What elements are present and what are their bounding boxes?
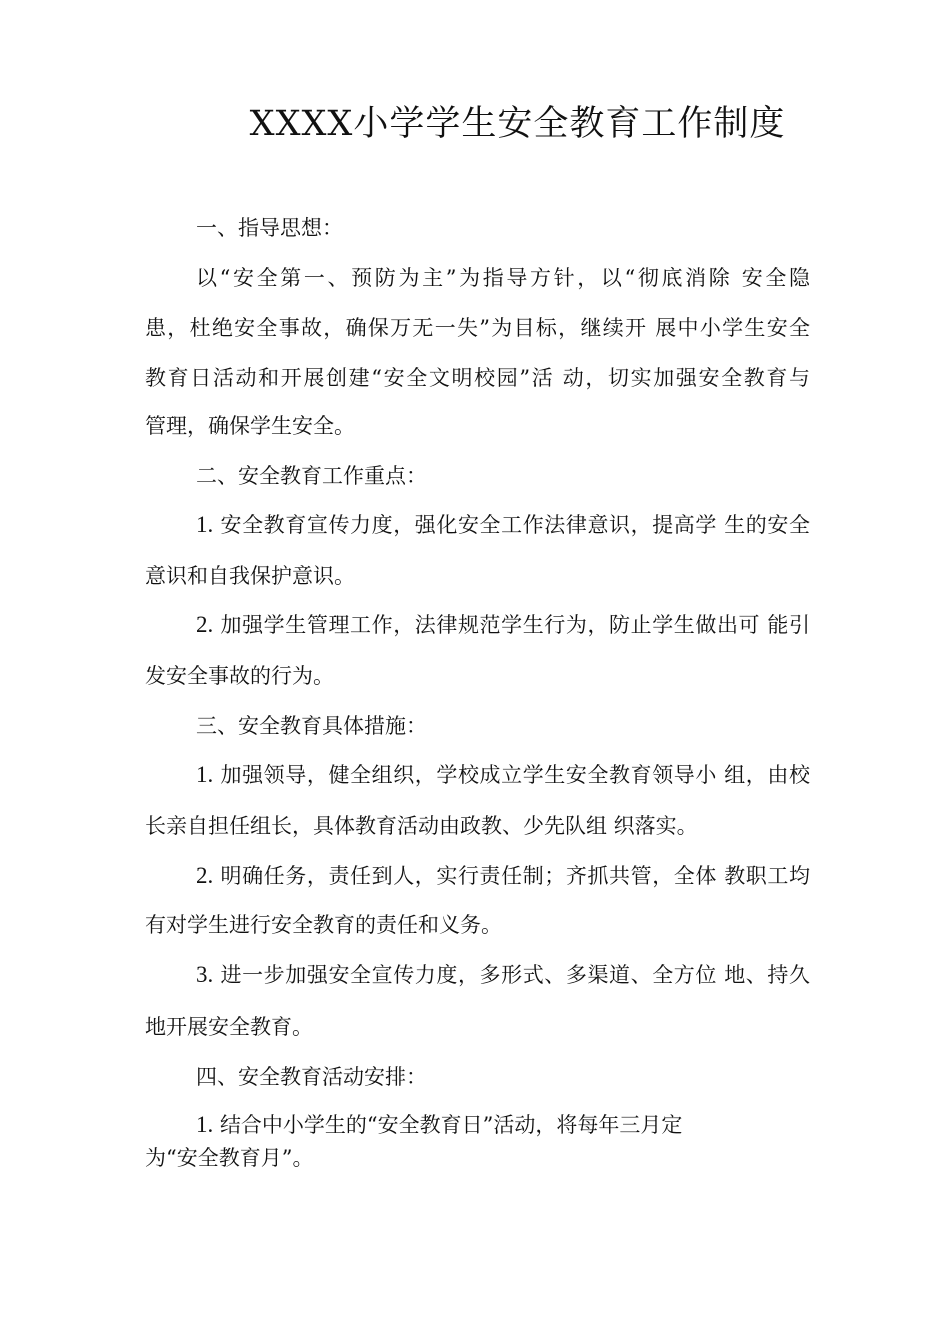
item-number: 1. [196,1112,214,1137]
item-number: 2. [196,863,214,888]
section-heading: 二、安全教育工作重点： [196,464,427,488]
paragraph-line: 为“安全教育月”。 [145,1146,314,1170]
section-heading: 四、安全教育活动安排： [196,1065,427,1089]
paragraph-line: 意识和自我保护意识。 [145,564,355,588]
item-number: 2. [196,612,214,637]
item-number: 3. [196,962,214,987]
numbered-line [196,1111,682,1139]
numbered-line [196,761,810,789]
item-number: 1. [196,512,214,537]
paragraph-text: 安全教育宣传力度，强化安全工作法律意识，提高学 生的安全 [220,513,810,537]
paragraph-line: 有对学生进行安全教育的责任和义务。 [145,913,502,937]
section-heading: 一、指导思想： [196,216,343,240]
paragraph-text: 明确任务，责任到人，实行责任制；齐抓共管，全体 教职工均 [220,864,810,888]
paragraph-line: 管理，确保学生安全。 [145,414,355,438]
paragraph-line: 教育日活动和开展创建“安全文明校园”活 动，切实加强安全教育与 [145,366,810,390]
paragraph-text: 加强领导，健全组织，学校成立学生安全教育领导小 组，由校 [220,763,810,787]
item-number: 1. [196,762,214,787]
paragraph-line: 地开展安全教育。 [145,1015,313,1039]
document-title: XXXX小学学生安全教育工作制度 [249,104,786,144]
paragraph-text: 加强学生管理工作，法律规范学生行为，防止学生做出可 能引 [220,613,810,637]
section-heading: 三、安全教育具体措施： [196,714,427,738]
paragraph-text: 结合中小学生的“安全教育日”活动，将每年三月定 [219,1113,683,1137]
paragraph-line: 发安全事故的行为。 [145,664,334,688]
paragraph-line: 以“安全第一、预防为主”为指导方针，以“彻底消除 安全隐 [196,266,810,290]
numbered-line [196,511,810,539]
paragraph-line: 患，杜绝安全事故，确保万无一失”为目标，继续开 展中小学生安全 [145,316,810,340]
numbered-line [196,611,810,639]
numbered-line [196,862,810,890]
numbered-line [196,961,810,989]
paragraph-line: 长亲自担任组长，具体教育活动由政教、少先队组 织落实。 [145,814,698,838]
paragraph-text: 进一步加强安全宣传力度，多形式、多渠道、全方位 地、持久 [220,963,810,987]
